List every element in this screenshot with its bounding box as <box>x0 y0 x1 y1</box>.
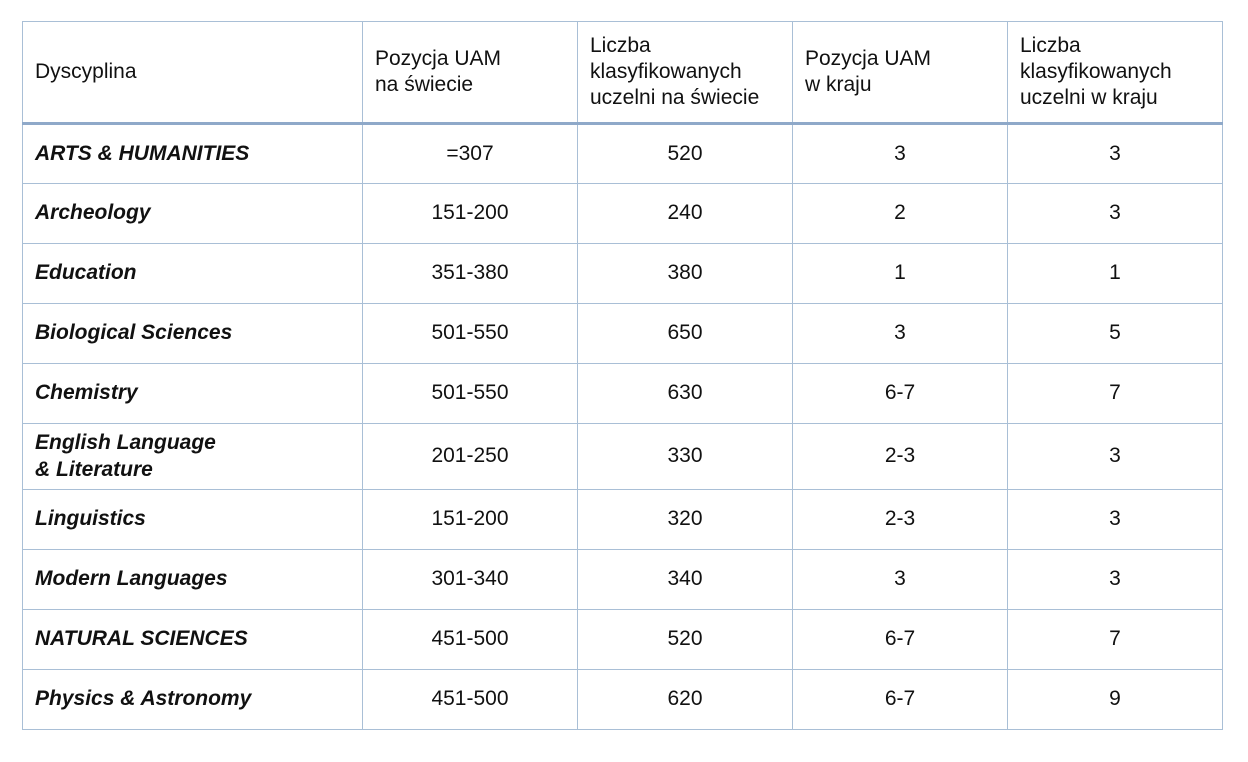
cell-country-count: 3 <box>1008 124 1223 184</box>
cell-country-count: 3 <box>1008 184 1223 244</box>
cell-world-count: 240 <box>578 184 793 244</box>
cell-country-position: 6-7 <box>793 610 1008 670</box>
header-line: Pozycja UAM <box>805 46 932 70</box>
cell-world-count: 380 <box>578 244 793 304</box>
table-row <box>23 424 1223 490</box>
header-line: klasyfikowanych <box>590 59 742 83</box>
table-row <box>23 550 1223 610</box>
cell-discipline <box>23 550 363 610</box>
cell-discipline <box>23 304 363 364</box>
cell-country-count: 5 <box>1008 304 1223 364</box>
cell-country-count: 7 <box>1008 364 1223 424</box>
cell-country-count: 3 <box>1008 490 1223 550</box>
discipline-text: Modern Languages <box>35 567 228 591</box>
cell-country-position: 6-7 <box>793 364 1008 424</box>
cell-country-count: 1 <box>1008 244 1223 304</box>
cell-country-count: 3 <box>1008 424 1223 490</box>
cell-world-position: 151-200 <box>363 184 578 244</box>
header-discipline <box>23 22 363 124</box>
header-line: klasyfikowanych <box>1020 59 1172 83</box>
discipline-text: & Literature <box>35 457 153 481</box>
cell-discipline <box>23 490 363 550</box>
table-row <box>23 184 1223 244</box>
table-row <box>23 304 1223 364</box>
discipline-text: ARTS & HUMANITIES <box>35 141 250 165</box>
cell-world-count: 520 <box>578 124 793 184</box>
cell-country-position: 2-3 <box>793 490 1008 550</box>
ranking-table <box>22 21 1223 730</box>
header-country-count <box>1008 22 1223 124</box>
table-row <box>23 364 1223 424</box>
cell-country-count: 3 <box>1008 550 1223 610</box>
cell-country-position: 3 <box>793 304 1008 364</box>
table-header <box>23 22 1223 124</box>
cell-discipline <box>23 364 363 424</box>
cell-country-position: 2-3 <box>793 424 1008 490</box>
cell-country-position: 6-7 <box>793 670 1008 730</box>
discipline-text: Biological Sciences <box>35 321 233 345</box>
header-line: Liczba <box>590 33 651 57</box>
header-line: Pozycja UAM <box>375 46 502 70</box>
discipline-text: Archeology <box>35 201 151 225</box>
table-row <box>23 610 1223 670</box>
header-line: uczelni w kraju <box>1020 86 1158 110</box>
table-row <box>23 670 1223 730</box>
discipline-text: Education <box>35 261 137 285</box>
table-body <box>23 124 1223 730</box>
header-world-position <box>363 22 578 124</box>
discipline-text: Linguistics <box>35 507 146 531</box>
discipline-text: NATURAL SCIENCES <box>35 627 248 651</box>
cell-world-count: 340 <box>578 550 793 610</box>
cell-discipline <box>23 244 363 304</box>
cell-world-position: 151-200 <box>363 490 578 550</box>
cell-discipline <box>23 124 363 184</box>
cell-country-position: 3 <box>793 124 1008 184</box>
cell-country-count: 9 <box>1008 670 1223 730</box>
cell-world-count: 520 <box>578 610 793 670</box>
header-discipline-text: Dyscyplina <box>35 59 137 83</box>
cell-world-count: 630 <box>578 364 793 424</box>
cell-country-position: 3 <box>793 550 1008 610</box>
cell-world-count: 650 <box>578 304 793 364</box>
table-row <box>23 124 1223 184</box>
cell-world-count: 620 <box>578 670 793 730</box>
cell-world-position: 451-500 <box>363 610 578 670</box>
header-country-position <box>793 22 1008 124</box>
cell-world-position: 501-550 <box>363 364 578 424</box>
table-row <box>23 490 1223 550</box>
cell-world-position: =307 <box>363 124 578 184</box>
header-world-count <box>578 22 793 124</box>
table-row <box>23 244 1223 304</box>
header-line: uczelni na świecie <box>590 86 760 110</box>
cell-discipline <box>23 424 363 490</box>
cell-world-position: 301-340 <box>363 550 578 610</box>
cell-world-count: 320 <box>578 490 793 550</box>
header-row <box>23 22 1223 124</box>
cell-world-position: 351-380 <box>363 244 578 304</box>
discipline-text: Physics & Astronomy <box>35 687 252 711</box>
cell-world-position: 451-500 <box>363 670 578 730</box>
cell-discipline <box>23 184 363 244</box>
header-line: Liczba <box>1020 33 1081 57</box>
header-line: na świecie <box>375 73 474 96</box>
discipline-text: Chemistry <box>35 381 138 405</box>
cell-world-position: 501-550 <box>363 304 578 364</box>
header-line: w kraju <box>805 73 872 96</box>
cell-world-position: 201-250 <box>363 424 578 490</box>
discipline-text: English Language <box>35 431 216 455</box>
ranking-table-container <box>22 21 1222 730</box>
cell-country-position: 2 <box>793 184 1008 244</box>
cell-country-position: 1 <box>793 244 1008 304</box>
cell-world-count: 330 <box>578 424 793 490</box>
cell-discipline <box>23 670 363 730</box>
cell-country-count: 7 <box>1008 610 1223 670</box>
cell-discipline <box>23 610 363 670</box>
